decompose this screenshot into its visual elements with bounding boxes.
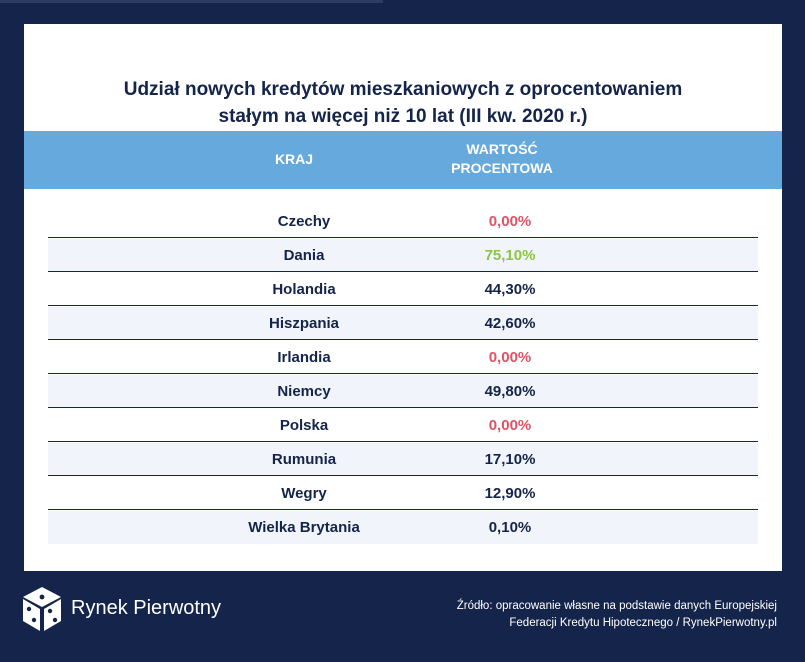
country-cell: Hiszpania bbox=[268, 315, 340, 332]
table-row bbox=[48, 273, 758, 306]
country-cell: Dania bbox=[283, 247, 325, 264]
title-line-2: stałym na więcej niż 10 lat (III kw. 2020 r.) bbox=[218, 106, 588, 127]
table-row bbox=[48, 341, 758, 374]
column-header-value-line-2: PROCENTOWA bbox=[451, 160, 553, 176]
table-row bbox=[48, 205, 758, 238]
country-cell: Rumunia bbox=[271, 451, 337, 468]
table-card bbox=[24, 24, 782, 571]
value-cell: 49,80% bbox=[484, 383, 536, 400]
table-row bbox=[48, 477, 758, 510]
table-row bbox=[48, 409, 758, 442]
title-line-1: Udział nowych kredytów mieszkaniowych z oprocentowaniem bbox=[123, 79, 683, 100]
source-note bbox=[357, 598, 777, 632]
table-row bbox=[48, 511, 758, 544]
value-cell: 44,30% bbox=[484, 281, 536, 298]
column-header-value-line-1: WARTOŚĆ bbox=[466, 141, 538, 157]
country-cell: Polska bbox=[279, 417, 329, 434]
chart-title bbox=[24, 76, 782, 130]
country-cell: Niemcy bbox=[277, 383, 331, 400]
value-cell: 75,10% bbox=[484, 247, 536, 264]
source-line-2: Federacji Kredytu Hipotecznego / RynekPierwotny.pl bbox=[509, 617, 777, 629]
top-strip bbox=[0, 0, 383, 3]
table-header bbox=[24, 131, 782, 189]
value-cell: 0,10% bbox=[488, 519, 532, 536]
country-cell: Wegry bbox=[281, 485, 327, 502]
country-cell: Wielka Brytania bbox=[248, 519, 360, 536]
country-cell: Irlandia bbox=[277, 349, 331, 366]
value-cell: 0,00% bbox=[488, 349, 532, 366]
table-row bbox=[48, 307, 758, 340]
value-cell: 12,90% bbox=[484, 485, 536, 502]
table-row bbox=[48, 443, 758, 476]
value-cell: 0,00% bbox=[488, 213, 532, 230]
value-cell: 42,60% bbox=[484, 315, 536, 332]
dice-logo-icon bbox=[21, 585, 63, 633]
country-cell: Czechy bbox=[277, 213, 331, 230]
column-header-value bbox=[422, 140, 582, 178]
country-cell: Holandia bbox=[272, 281, 336, 298]
value-cell: 17,10% bbox=[484, 451, 536, 468]
table-row bbox=[48, 375, 758, 408]
value-cell: 0,00% bbox=[488, 417, 532, 434]
column-header-country: KRAJ bbox=[274, 151, 314, 167]
table-row bbox=[48, 239, 758, 272]
brand-name: Rynek Pierwotny bbox=[71, 597, 222, 619]
source-line-1: Źródło: opracowanie własne na podstawie danych Europejskiej bbox=[456, 600, 777, 612]
